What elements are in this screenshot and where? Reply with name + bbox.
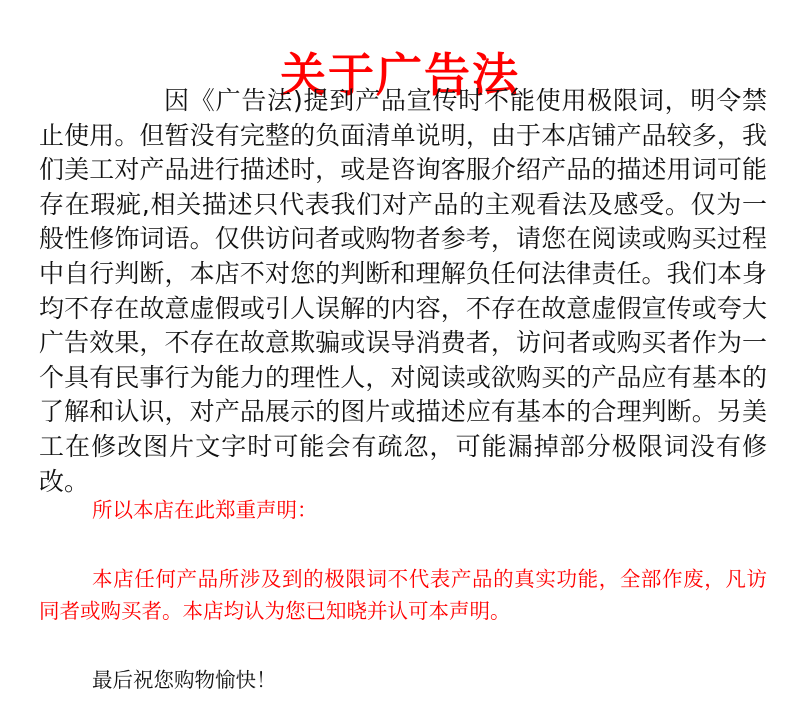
declaration-heading: 所以本店在此郑重声明： bbox=[92, 498, 318, 522]
notice-title: 关于广告法 bbox=[280, 47, 520, 102]
intro-paragraph: 因《广告法)提到产品宣传时不能使用极限词，明令禁止使用。但暂没有完整的负面清单说明，由于本店铺产品较多，我们美工对产品进行描述时，或是咨询客服介绍产品的描述用词可能存在瑕疵,相关描述只代表我们对产品的主观看法及感受。仅为一般性修饰词语。仅供访问者或购物者参考，请您在阅读或购买过程中自行判断，本店不对您的判断和理解负任何法律责任。我们本身均不存在故意虚假或引人误解的内容，不存在故意虚假宣传或夸大广告效果，不存在故意欺骗或误导消费者，访问者或购买者作为一个具有民事行为能力的理性人，对阅读或欲购买的产品应有基本的了解和认识，对产品展示的图片或描述应有基本的合理判断。另美工在修改图片文字时可能会有疏忽，可能漏掉部分极限词没有修改。 bbox=[39, 86, 767, 496]
declaration-body: 本店任何产品所涉及到的极限词不代表产品的真实功能，全部作废，凡访同者或购买者。本店均认为您已知晓并认可本声明。 bbox=[39, 567, 767, 623]
closing-line: 最后祝您购物愉快！ bbox=[92, 668, 277, 692]
